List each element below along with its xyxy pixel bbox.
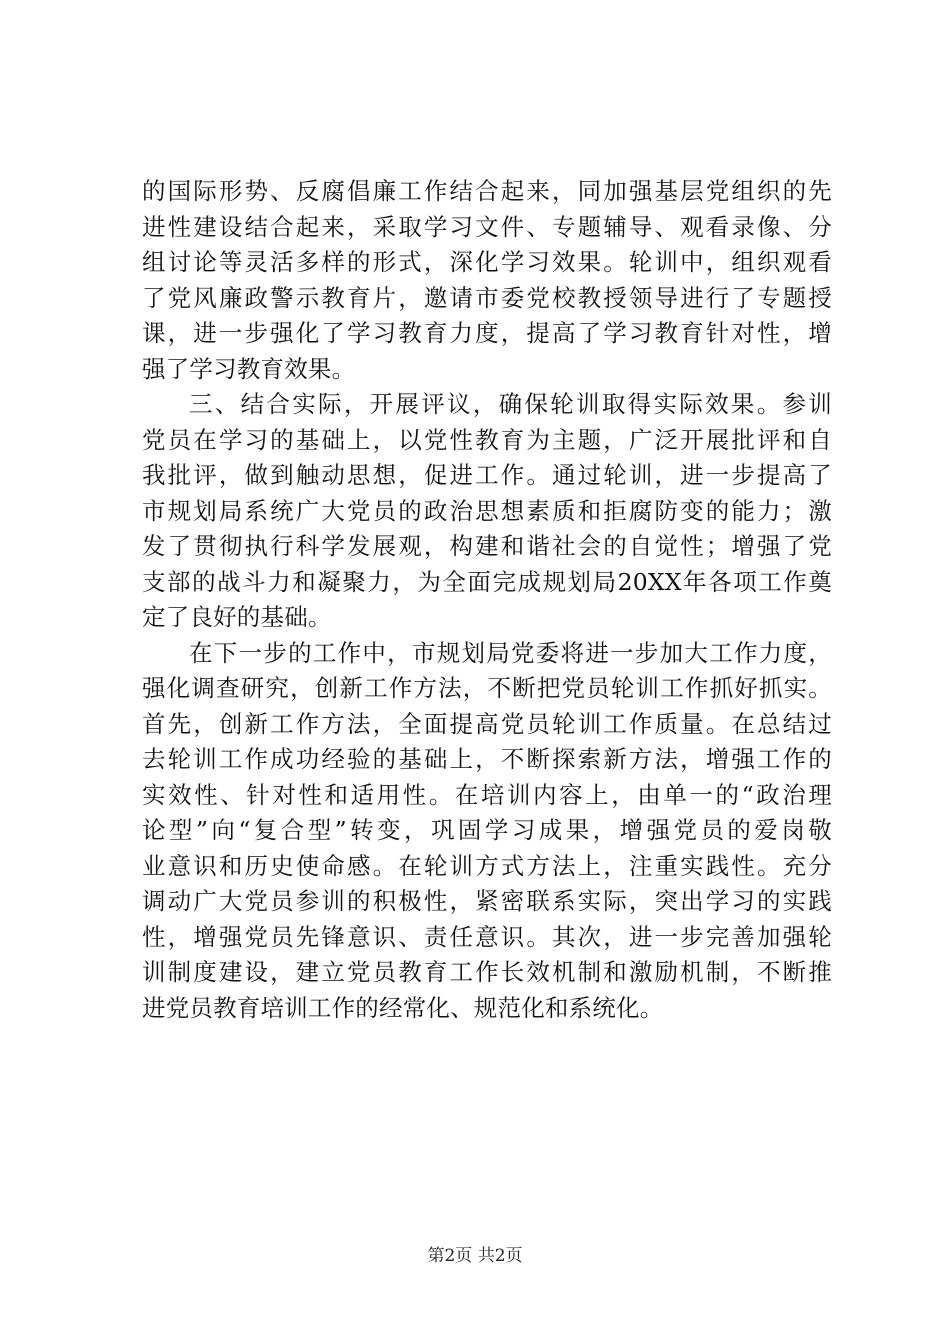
- paragraph-start-line: 在下一步的工作中，市规划局党委将进一步加大工作力度，: [189, 638, 832, 667]
- text-line: 了党风廉政警示教育片，邀请市委党校教授领导进行了专题授: [142, 283, 832, 312]
- text-line: 课，进一步强化了学习教育力度，提高了学习教育针对性，增: [142, 319, 832, 347]
- text-line: 实效性、针对性和适用性。在培训内容上，由单一的“政治理: [142, 780, 832, 809]
- text-line: 业意识和历史使命感。在轮训方式方法上，注重实践性。充分: [142, 851, 832, 880]
- text-line: 定了良好的基础。: [142, 603, 332, 631]
- text-line: 发了贯彻执行科学发展观，构建和谐社会的自觉性；增强了党: [142, 532, 832, 560]
- text-line: 支部的战斗力和凝聚力，为全面完成规划局20XX年各项工作奠: [142, 567, 832, 596]
- text-line: 去轮训工作成功经验的基础上，不断探索新方法，增强工作的: [142, 745, 832, 773]
- text-line: 训制度建设，建立党员教育工作长效机制和激励机制，不断推: [142, 958, 832, 986]
- page-footer: [0, 1245, 950, 1267]
- text-line: 调动广大党员参训的积极性，紧密联系实际，突出学习的实践: [142, 887, 832, 915]
- text-line: 党员在学习的基础上，以党性教育为主题，广泛开展批评和自: [142, 425, 832, 454]
- text-line: 市规划局系统广大党员的政治思想素质和拒腐防变的能力；激: [142, 496, 832, 525]
- text-line: 首先，创新工作方法，全面提高党员轮训工作质量。在总结过: [142, 709, 832, 738]
- text-line: 我批评，做到触动思想，促进工作。通过轮训，进一步提高了: [142, 461, 832, 489]
- paragraph-start-line: 三、结合实际，开展评议，确保轮训取得实际效果。参训: [189, 390, 832, 418]
- text-line: 的国际形势、反腐倡廉工作结合起来，同加强基层党组织的先: [142, 177, 832, 205]
- page-number-label: 第2页 共2页: [427, 1246, 523, 1266]
- text-line: 组讨论等灵活多样的形式，深化学习效果。轮训中，组织观看: [142, 248, 832, 276]
- text-line: 论型”向“复合型”转变，巩固学习成果，增强党员的爱岗敬: [142, 816, 832, 844]
- text-line: 强了学习教育效果。: [142, 354, 356, 383]
- text-line: 性，增强党员先锋意识、责任意识。其次，进一步完善加强轮: [142, 922, 832, 951]
- text-line: 进党员教育培训工作的经常化、规范化和系统化。: [142, 993, 664, 1022]
- text-line: 强化调查研究，创新工作方法，不断把党员轮训工作抓好抓实。: [142, 674, 832, 702]
- text-line: 进性建设结合起来，采取学习文件、专题辅导、观看录像、分: [142, 212, 832, 241]
- document-body: [142, 174, 832, 1026]
